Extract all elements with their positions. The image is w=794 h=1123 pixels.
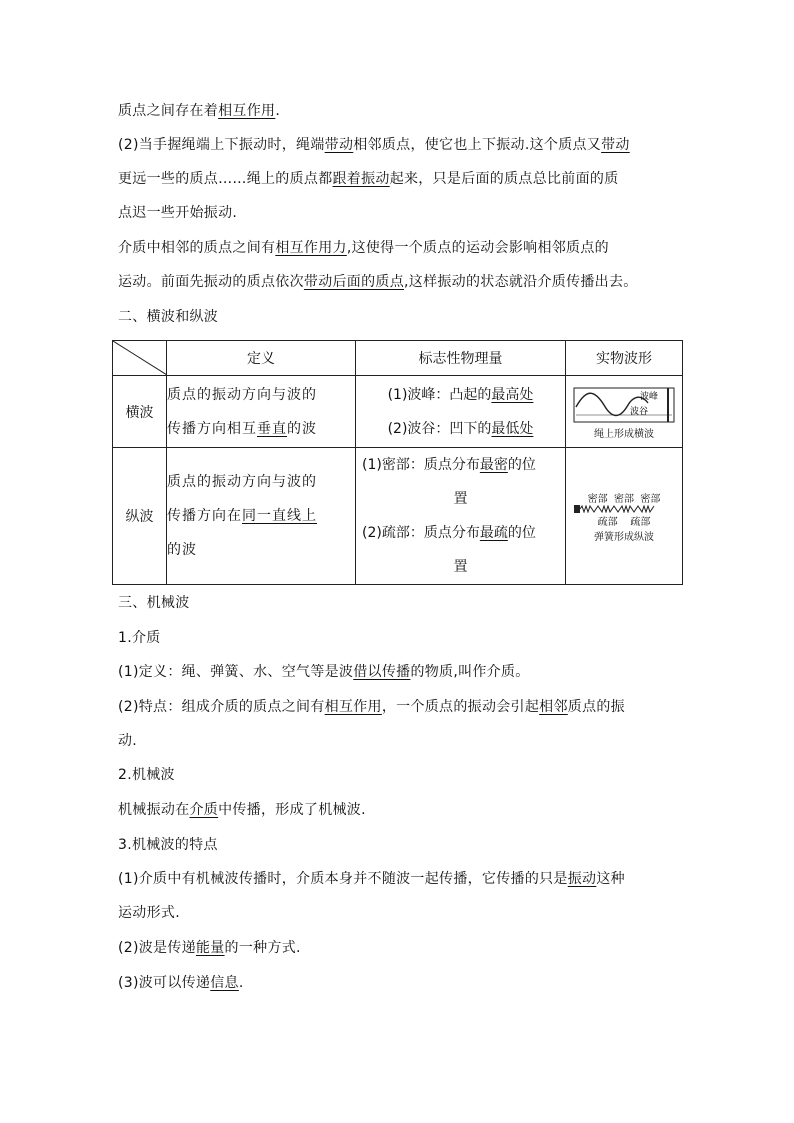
underlined-term: 带动 [324,137,354,153]
longitudinal-caption: 弹簧形成纵波 [594,531,654,543]
section2-title: 二、横波和纵波 [118,309,219,325]
underlined-term: 跟着振动 [332,171,390,187]
transverse-caption: 绳上形成横波 [594,429,654,440]
feature-3: (3)波可以传递信息. [118,975,244,991]
longitudinal-wave-figure [566,448,683,585]
rope-wave-illustration [572,385,676,425]
longitudinal-name: 纵波 [113,448,167,585]
mech-wave-features-heading: 3.机械波的特点 [118,837,218,853]
feature-1: (1)介质中有机械波传播时，介质本身并不随波一起传播，它传播的只是振动这种 [118,871,625,887]
spring-illustration [574,505,674,513]
feature-1-cont: 运动形式. [118,905,180,921]
intro-line-5: 介质中相邻的质点之间有相互作用力,这使得一个质点的运动会影响相邻质点的 [118,240,609,256]
mech-wave-heading: 2.机械波 [118,767,175,783]
diagonal-corner-cell [113,341,167,376]
sparse-labels: 疏部 疏部 [597,516,651,528]
longitudinal-quantities: (1)密部：质点分布最密的位 置 (2)疏部：质点分布最疏的位 置 [356,448,566,585]
header-quantity: 标志性物理量 [356,341,566,376]
transverse-name: 横波 [113,376,167,448]
mech-wave-definition: 机械振动在介质中传播，形成了机械波. [118,802,366,818]
transverse-quantities: (1)波峰：凸起的最高处 (2)波谷：凹下的最低处 [356,376,566,448]
table-header-row [113,341,683,376]
underlined-term: 带动 [601,137,630,153]
longitudinal-definition: 质点的振动方向与波的 传播方向在同一直线上 的波 [167,448,356,585]
underlined-term: 相互作用力 [275,240,347,256]
medium-feature: (2)特点：组成介质的质点之间有相互作用，一个质点的振动会引起相邻质点的振 [118,699,625,715]
header-definition: 定义 [167,341,356,376]
intro-line-4: 点迟一些开始振动. [118,205,238,221]
dense-labels: 密部 密部 密部 [587,493,661,505]
wave-comparison-table [112,340,683,585]
underlined-term: 带动后面的质点 [303,274,405,290]
underlined-term: 相互作用 [218,103,276,119]
feature-2: (2)波是传递能量的一种方式. [118,940,301,956]
transverse-wave-figure [566,376,683,448]
intro-line-3: 更远一些的质点……绳上的质点都跟着振动起来，只是后面的质点总比前面的质 [118,171,619,187]
medium-feature-cont: 动. [118,733,138,749]
header-waveform: 实物波形 [566,341,683,376]
medium-heading: 1.介质 [118,630,161,646]
intro-line-2: (2)当手握绳端上下振动时，绳端带动相邻质点，使它也上下振动.这个质点又带动 [118,137,630,153]
diagonal-line [113,341,167,375]
transverse-definition: 质点的振动方向与波的 传播方向相互垂直的波 [167,376,356,448]
trough-label: 波谷 [630,407,649,417]
table-row-longitudinal [113,448,683,585]
crest-label: 波峰 [640,392,659,402]
intro-line-6: 运动。前面先振动的质点依次带动后面的质点,这样振动的状态就沿介质传播出去。 [118,274,638,290]
section3-title: 三、机械波 [118,595,190,611]
table-row-transverse [113,376,683,448]
intro-line-1: 质点之间存在着相互作用. [118,103,281,119]
medium-definition: (1)定义：绳、弹簧、水、空气等是波借以传播的物质,叫作介质。 [118,664,530,680]
